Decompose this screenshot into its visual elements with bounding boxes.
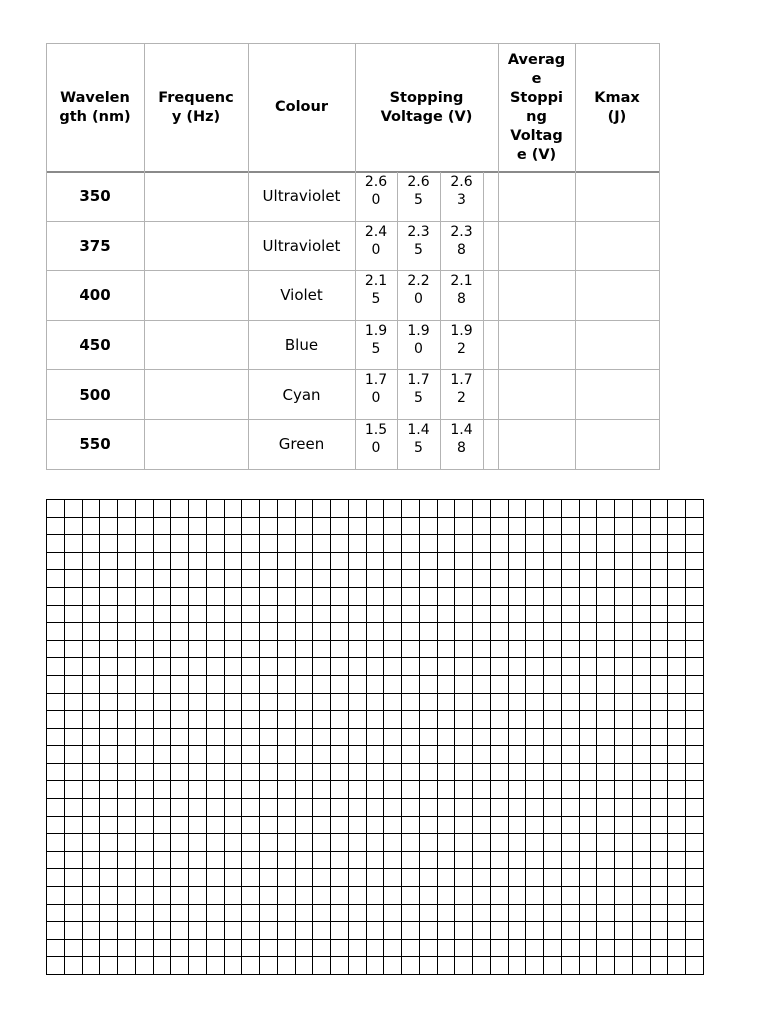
row-voltage-1-text: 2.60 bbox=[364, 174, 388, 208]
table-rule bbox=[440, 172, 441, 470]
row-voltage-3 bbox=[440, 222, 483, 272]
row-wavelength-text: 375 bbox=[79, 236, 111, 255]
row-wavelength bbox=[46, 172, 144, 222]
row-wavelength-text: 350 bbox=[79, 187, 111, 206]
row-kmax bbox=[575, 370, 659, 420]
row-wavelength bbox=[46, 321, 144, 371]
row-kmax bbox=[575, 172, 659, 222]
row-voltage-3 bbox=[440, 172, 483, 222]
row-voltage-2-text: 2.65 bbox=[407, 174, 430, 208]
row-colour bbox=[248, 420, 355, 470]
header-frequency-line: y (Hz) bbox=[171, 108, 221, 125]
table-rule bbox=[46, 270, 660, 271]
row-frequency bbox=[144, 222, 248, 272]
row-average bbox=[498, 271, 575, 321]
row-wavelength-text: 550 bbox=[79, 435, 111, 454]
row-voltage-1 bbox=[355, 370, 397, 420]
row-colour-text: Blue bbox=[284, 336, 319, 355]
row-voltage-3 bbox=[440, 271, 483, 321]
row-kmax bbox=[575, 222, 659, 272]
row-voltage-1-text: 2.40 bbox=[364, 223, 388, 258]
row-voltage-2 bbox=[397, 321, 440, 371]
row-average bbox=[498, 420, 575, 470]
table-rule bbox=[46, 469, 660, 470]
header-average-stopping-voltage-line: Voltag bbox=[510, 127, 563, 144]
header-stopping-voltage-line: Stopping bbox=[389, 89, 464, 106]
table-rule bbox=[144, 43, 145, 470]
header-stopping-voltage-line: Voltage (V) bbox=[380, 108, 473, 125]
header-wavelength-line: gth (nm) bbox=[59, 108, 131, 125]
row-voltage-1 bbox=[355, 172, 397, 222]
row-kmax bbox=[575, 321, 659, 371]
row-average bbox=[498, 321, 575, 371]
row-voltage-3-text: 2.63 bbox=[450, 174, 473, 208]
table-rule bbox=[248, 43, 249, 470]
header-wavelength-line: Wavelen bbox=[60, 89, 130, 106]
header-average-stopping-voltage-line: e bbox=[531, 70, 542, 87]
row-voltage-1 bbox=[355, 271, 397, 321]
header-kmax bbox=[575, 43, 659, 172]
table-rule bbox=[498, 43, 499, 470]
table-rule bbox=[397, 172, 398, 470]
graph-paper bbox=[46, 499, 704, 975]
row-voltage-1-text: 2.15 bbox=[364, 273, 388, 308]
row-colour bbox=[248, 271, 355, 321]
row-colour-text: Violet bbox=[280, 286, 323, 305]
row-average bbox=[498, 370, 575, 420]
row-colour-text: Ultraviolet bbox=[262, 236, 341, 255]
row-voltage-3-text: 1.92 bbox=[450, 322, 473, 357]
row-voltage-3 bbox=[440, 321, 483, 371]
header-kmax-line: (J) bbox=[607, 108, 627, 125]
header-average-stopping-voltage-line: Averag bbox=[507, 51, 566, 68]
table-rule bbox=[483, 172, 484, 470]
row-colour bbox=[248, 321, 355, 371]
row-voltage-1-text: 1.70 bbox=[364, 372, 388, 407]
row-voltage-3-text: 1.72 bbox=[450, 372, 473, 407]
row-voltage-1 bbox=[355, 222, 397, 272]
table-rule bbox=[575, 43, 576, 470]
row-voltage-2-text: 2.20 bbox=[407, 273, 430, 308]
table-rule bbox=[46, 419, 660, 420]
row-voltage-3-text: 2.38 bbox=[450, 223, 473, 258]
graph-paper-grid bbox=[46, 499, 704, 975]
row-voltage-3-text: 1.48 bbox=[450, 422, 473, 456]
row-wavelength-text: 500 bbox=[79, 385, 111, 404]
row-voltage-3 bbox=[440, 370, 483, 420]
row-wavelength bbox=[46, 420, 144, 470]
row-average bbox=[498, 222, 575, 272]
row-voltage-2 bbox=[397, 172, 440, 222]
header-kmax-line: Kmax bbox=[594, 89, 640, 106]
row-wavelength-text: 400 bbox=[79, 286, 111, 305]
header-average-stopping-voltage-line: ng bbox=[526, 108, 547, 125]
row-kmax bbox=[575, 271, 659, 321]
table-rule bbox=[46, 171, 660, 173]
header-wavelength bbox=[46, 43, 144, 172]
row-frequency bbox=[144, 420, 248, 470]
row-voltage-3-text: 2.18 bbox=[450, 273, 473, 308]
table-rule bbox=[355, 43, 356, 470]
row-colour-text: Green bbox=[278, 435, 325, 454]
row-voltage-1-text: 1.50 bbox=[364, 422, 388, 456]
header-frequency-line: Frequenc bbox=[158, 89, 234, 106]
row-colour bbox=[248, 172, 355, 222]
row-colour bbox=[248, 370, 355, 420]
header-frequency bbox=[144, 43, 248, 172]
row-voltage-1 bbox=[355, 420, 397, 470]
table-rule bbox=[46, 320, 660, 321]
row-voltage-2-text: 2.35 bbox=[407, 223, 430, 258]
row-wavelength bbox=[46, 271, 144, 321]
row-average bbox=[498, 172, 575, 222]
row-voltage-2-text: 1.75 bbox=[407, 372, 430, 407]
row-wavelength-text: 450 bbox=[79, 336, 111, 355]
table-rule bbox=[659, 43, 660, 470]
row-wavelength bbox=[46, 222, 144, 272]
row-frequency bbox=[144, 370, 248, 420]
row-voltage-2 bbox=[397, 370, 440, 420]
row-voltage-2-text: 1.90 bbox=[407, 322, 430, 357]
row-voltage-3 bbox=[440, 420, 483, 470]
header-stopping-voltage bbox=[355, 43, 498, 172]
row-voltage-2-text: 1.45 bbox=[407, 422, 430, 456]
row-frequency bbox=[144, 271, 248, 321]
header-average-stopping-voltage-line: e (V) bbox=[516, 146, 557, 163]
table-rule bbox=[46, 43, 47, 470]
row-voltage-1-text: 1.95 bbox=[364, 322, 388, 357]
stopping-voltage-table bbox=[46, 43, 659, 470]
row-colour-text: Ultraviolet bbox=[262, 187, 341, 206]
row-colour bbox=[248, 222, 355, 272]
row-frequency bbox=[144, 172, 248, 222]
header-colour-line: Colour bbox=[274, 99, 328, 115]
table-rule bbox=[46, 43, 660, 44]
row-colour-text: Cyan bbox=[282, 385, 321, 404]
table-rule bbox=[46, 369, 660, 370]
table-rule bbox=[46, 221, 660, 222]
row-voltage-2 bbox=[397, 420, 440, 470]
header-colour bbox=[248, 43, 355, 172]
row-voltage-2 bbox=[397, 271, 440, 321]
header-average-stopping-voltage-line: Stoppi bbox=[509, 89, 564, 106]
row-voltage-1 bbox=[355, 321, 397, 371]
row-frequency bbox=[144, 321, 248, 371]
row-voltage-2 bbox=[397, 222, 440, 272]
header-average-stopping-voltage bbox=[498, 43, 575, 172]
row-kmax bbox=[575, 420, 659, 470]
row-wavelength bbox=[46, 370, 144, 420]
